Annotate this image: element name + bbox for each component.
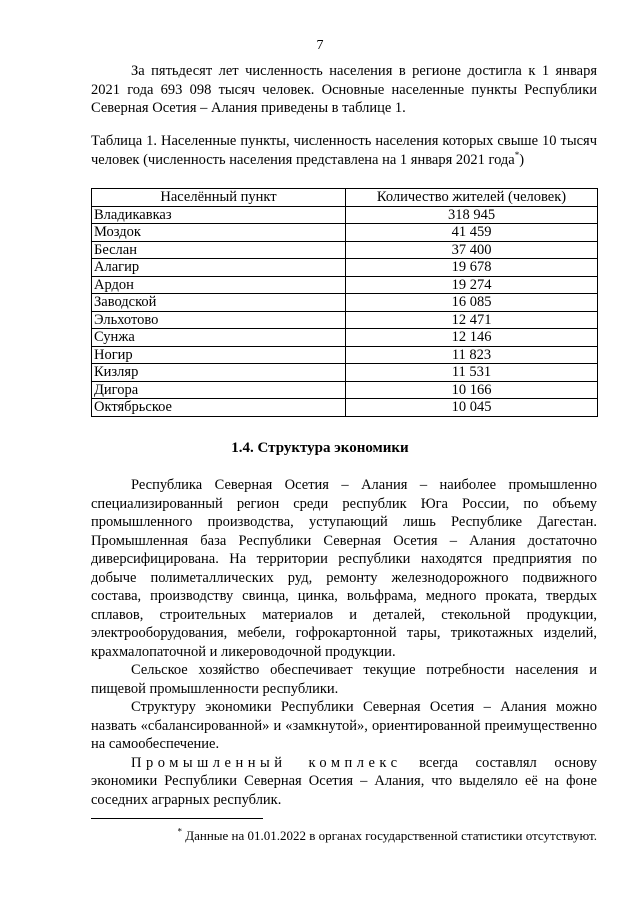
footnote-text: Данные на 01.01.2022 в органах государственной статистики отсутствуют. xyxy=(181,828,597,843)
city-population: 318 945 xyxy=(346,206,598,224)
city-population: 11 823 xyxy=(346,346,598,364)
table-row xyxy=(92,399,598,417)
table-caption-text: Населенные пункты, численность населения которых свыше 10 тысяч человек (численность населения представлена на 1 января 2021 года xyxy=(91,133,597,168)
city-population: 12 146 xyxy=(346,329,598,347)
header-settlement: Населённый пункт xyxy=(92,189,346,207)
city-population: 10 045 xyxy=(346,399,598,417)
city-population: 12 471 xyxy=(346,311,598,329)
city-name: Ардон xyxy=(92,276,346,294)
header-population: Количество жителей (человек) xyxy=(346,189,598,207)
table-caption xyxy=(91,132,597,169)
city-name: Октябрьское xyxy=(92,399,346,417)
paragraph-agriculture: Сельское хозяйство обеспечивает текущие потребности населения и пищевой промышленности республики. xyxy=(91,662,597,697)
intro-paragraph: За пятьдесят лет численность населения в регионе достигла к 1 января 2021 года 693 098 тысяч человек. Основные населенные пункты Республики Северная Осетия – Алания приведены в таблице 1. xyxy=(91,63,597,116)
paragraph-industry: Республика Северная Осетия – Алания – наиболее промышленно специализированный регион среди республик Юга России, по объему промышленного производства, уступающий лишь Республике Дагестан. Промышленная база Республики Северная Осетия – Алания достаточно диверсифицирована. На территории республики находятся предприятия по добыче полиметаллических руд, ремонту железнодорожного подвижного состава, производству свинца, цинка, вольфрама, медного проката, твердых сплавов, строительных материалов и деталей, стекольной продукции, электрооборудования, мебели, гофрокартонной тары, трикотажных изделий, крахмалопаточной и ликероводочной продукции. xyxy=(91,477,597,660)
table-row xyxy=(92,364,598,382)
paragraph-industrial-complex xyxy=(91,754,597,810)
city-name: Дигора xyxy=(92,381,346,399)
city-name: Кизляр xyxy=(92,364,346,382)
city-name: Алагир xyxy=(92,259,346,277)
table-row xyxy=(92,206,598,224)
table-row xyxy=(92,381,598,399)
city-name: Моздок xyxy=(92,224,346,242)
table-row xyxy=(92,311,598,329)
city-population: 19 274 xyxy=(346,276,598,294)
city-name: Эльхотово xyxy=(92,311,346,329)
page-number: 7 xyxy=(316,38,324,53)
city-name: Сунжа xyxy=(92,329,346,347)
table-row xyxy=(92,276,598,294)
city-population: 37 400 xyxy=(346,241,598,259)
footnote xyxy=(91,828,597,844)
city-population: 19 678 xyxy=(346,259,598,277)
table-row xyxy=(92,294,598,312)
paragraph-economy-structure: Структуру экономики Республики Северная Осетия – Алания можно назвать «сбалансированной» и «замкнутой», ориентированной преимущественно на самообеспечение. xyxy=(91,699,597,752)
table-row xyxy=(92,346,598,364)
table-caption-footnote-mark: * xyxy=(514,149,520,160)
table-caption-suffix: ) xyxy=(519,151,525,168)
table-header-row xyxy=(92,189,598,207)
footnote-divider xyxy=(91,818,263,819)
section-heading: 1.4. Структура экономики xyxy=(231,440,409,456)
table-row xyxy=(92,224,598,242)
table-row xyxy=(92,241,598,259)
city-population: 11 531 xyxy=(346,364,598,382)
section-body xyxy=(91,476,597,809)
city-population: 10 166 xyxy=(346,381,598,399)
city-name: Ногир xyxy=(92,346,346,364)
city-name: Беслан xyxy=(92,241,346,259)
paragraph-industrial-complex-rest: всегда составлял основу экономики Республики Северная Осетия – Алания, что выделяло её на фоне соседних аграрных республик. xyxy=(91,754,598,808)
spaced-phrase: Промышленный комплекс xyxy=(131,754,402,771)
table-row xyxy=(92,329,598,347)
table-caption-prefix: Таблица 1. xyxy=(91,133,158,149)
city-name: Заводской xyxy=(92,294,346,312)
city-population: 41 459 xyxy=(346,224,598,242)
city-name: Владикавказ xyxy=(92,206,346,224)
footnote-mark: * xyxy=(177,826,182,837)
table-row xyxy=(92,259,598,277)
city-population: 16 085 xyxy=(346,294,598,312)
population-table xyxy=(91,188,598,417)
